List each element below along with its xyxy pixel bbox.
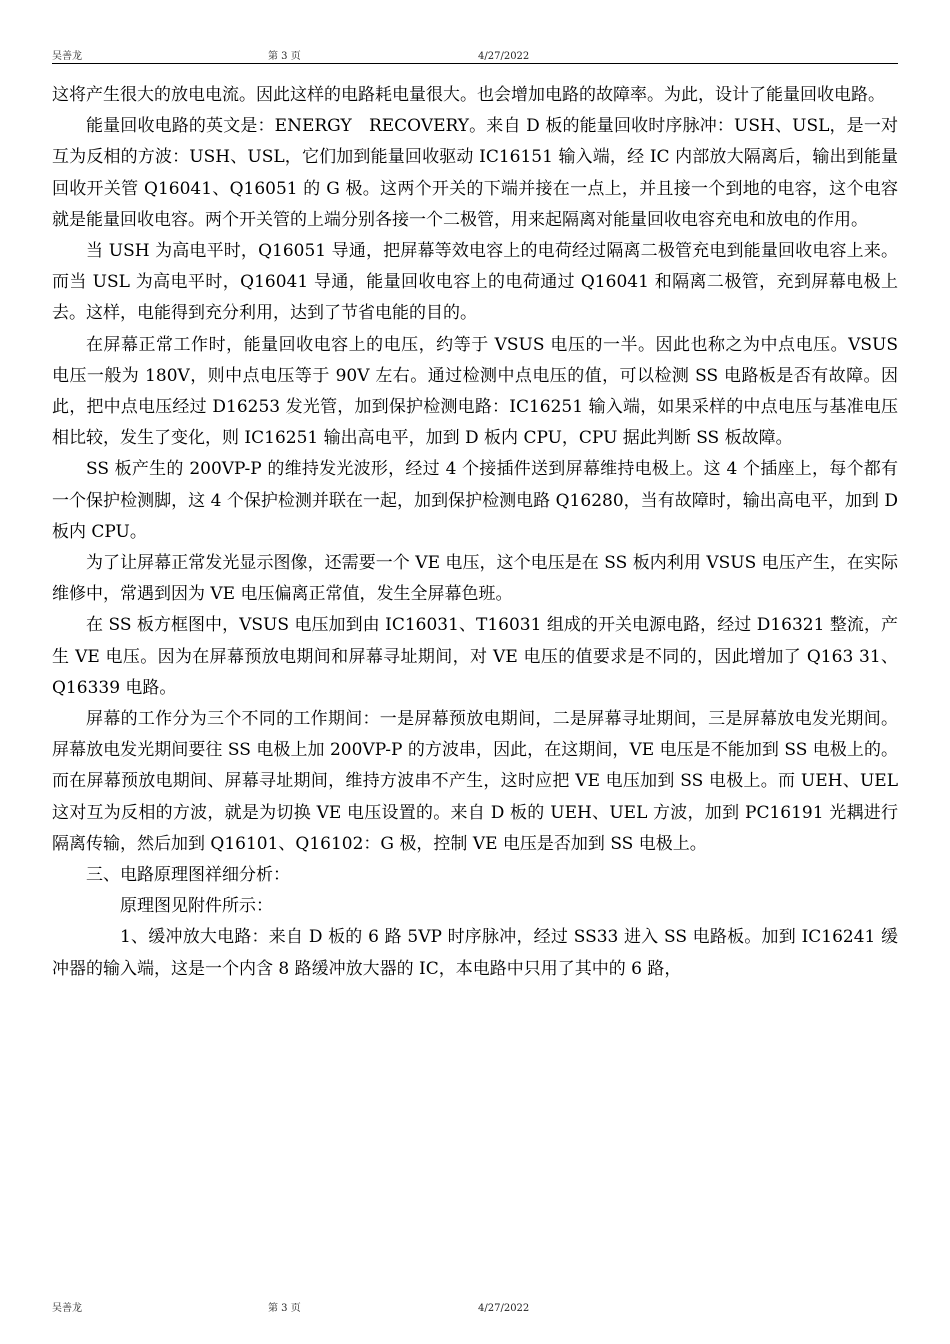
section-heading-circuit-analysis: 三、电路原理图祥细分析： bbox=[86, 865, 290, 886]
paragraph-ush-usl-operation: 当 USH 为高电平时，Q16051 导通，把屏幕等效电容上的电荷经过隔离二极管充电到能量回收电容上来。而当 USL 为高电平时，Q16041 导通，能量回收电容上的电荷通过 Q16041 和隔离二极管，充到屏幕电极上去。这样，电能得到充分利用，达到了节省电能的目的。 bbox=[52, 241, 898, 324]
paragraph-ve-voltage: 为了让屏幕正常发光显示图像，还需要一个 VE 电压，这个电压是在 SS 板内利用 VSUS 电压产生，在实际维修中，常遇到因为 VE 电压偏离正常值，发生全屏幕色班。 bbox=[52, 553, 898, 605]
paragraph-energy-recovery-intro: 能量回收电路的英文是：ENERGY RECOVERY。来自 D 板的能量回收时序脉冲：USH、USL，是一对互为反相的方波：USH、USL，它们加到能量回收驱动 IC16151 输入端，经 IC 内部放大隔离后，输出到能量回收开关管 Q16041、Q16051 的 G 极。这两个开关的下端并接在一点上，并且接一个到地的电容，这个电容就是能量回收电容。两个开关管的上端分别各接一个二极管，用来起隔离对能量回收电容充电和放电的作用。 bbox=[52, 116, 898, 230]
document-body bbox=[52, 80, 898, 985]
paragraph-midpoint-voltage: 在屏幕正常工作时，能量回收电容上的电压，约等于 VSUS 电压的一半。因此也称之为中点电压。VSUS 电压一般为 180V，则中点电压等于 90V 左右。通过检测中点电压的值，可以检测 SS 电路板是否有故障。因此，把中点电压经过 D16253 发光管，加到保护检测电路：IC16251 输入端，如果采样的中点电压与基准电压相比较，发生了变化，则 IC16251 输出高电平，加到 D 板内 CPU，CPU 据此判断 SS 板故障。 bbox=[52, 334, 898, 449]
paragraph-sustain-waveform: SS 板产生的 200VP-P 的维持发光波形，经过 4 个接插件送到屏幕维持电极上。这 4 个插座上，每个都有一个保护检测脚，这 4 个保护检测并联在一起，加到保护检测电路 Q16280，当有故障时，输出高电平，加到 D 板内 CPU。 bbox=[52, 459, 898, 542]
paragraph-working-periods: 屏幕的工作分为三个不同的工作期间：一是屏幕预放电期间，二是屏幕寻址期间，三是屏幕放电发光期间。屏幕放电发光期间要往 SS 电极上加 200VP-P 的方波串，因此，在这期间，VE 电压是不能加到 SS 电极上的。而在屏幕预放电期间、屏幕寻址期间，维持方波串不产生，这时应把 VE 电压加到 SS 电极上。而 UEH、UEL 这对互为反相的方波，就是为切换 VE 电压设置的。来自 D 板的 UEH、UEL 方波，加到 PC16191 光耦进行隔离传输，然后加到 Q16101、Q16102：G 极，控制 VE 电压是否加到 SS 电极上。 bbox=[52, 709, 898, 854]
footer-page-number: 第 3 页 bbox=[268, 1303, 301, 1314]
page-header bbox=[52, 51, 898, 64]
header-author: 吴善龙 bbox=[52, 51, 82, 62]
header-page-number: 第 3 页 bbox=[268, 51, 301, 62]
footer-author: 吴善龙 bbox=[52, 1303, 82, 1314]
header-date: 4/27/2022 bbox=[478, 51, 530, 62]
paragraph-ss-block-diagram: 在 SS 板方框图中，VSUS 电压加到由 IC16031、T16031 组成的开关电源电路，经过 D16321 整流，产生 VE 电压。因为在屏幕预放电期间和屏幕寻址期间，对 VE 电压的值要求是不同的，因此增加了 Q163 31、Q16339 电路。 bbox=[52, 615, 898, 698]
paragraph-schematic-reference: 原理图见附件所示： bbox=[120, 896, 273, 917]
page-footer bbox=[52, 1303, 898, 1317]
paragraph-continuation: 这将产生很大的放电电流。因此这样的电路耗电量很大。也会增加电路的故障率。为此，设计了能量回收电路。 bbox=[52, 85, 885, 105]
footer-date: 4/27/2022 bbox=[478, 1303, 530, 1314]
paragraph-buffer-amplifier: 1、缓冲放大电路：来自 D 板的 6 路 5VP 时序脉冲，经过 SS33 进入 SS 电路板。加到 IC16241 缓冲器的输入端，这是一个内含 8 路缓冲放大器的 IC，本电路中只用了其中的 6 路， bbox=[52, 927, 898, 979]
